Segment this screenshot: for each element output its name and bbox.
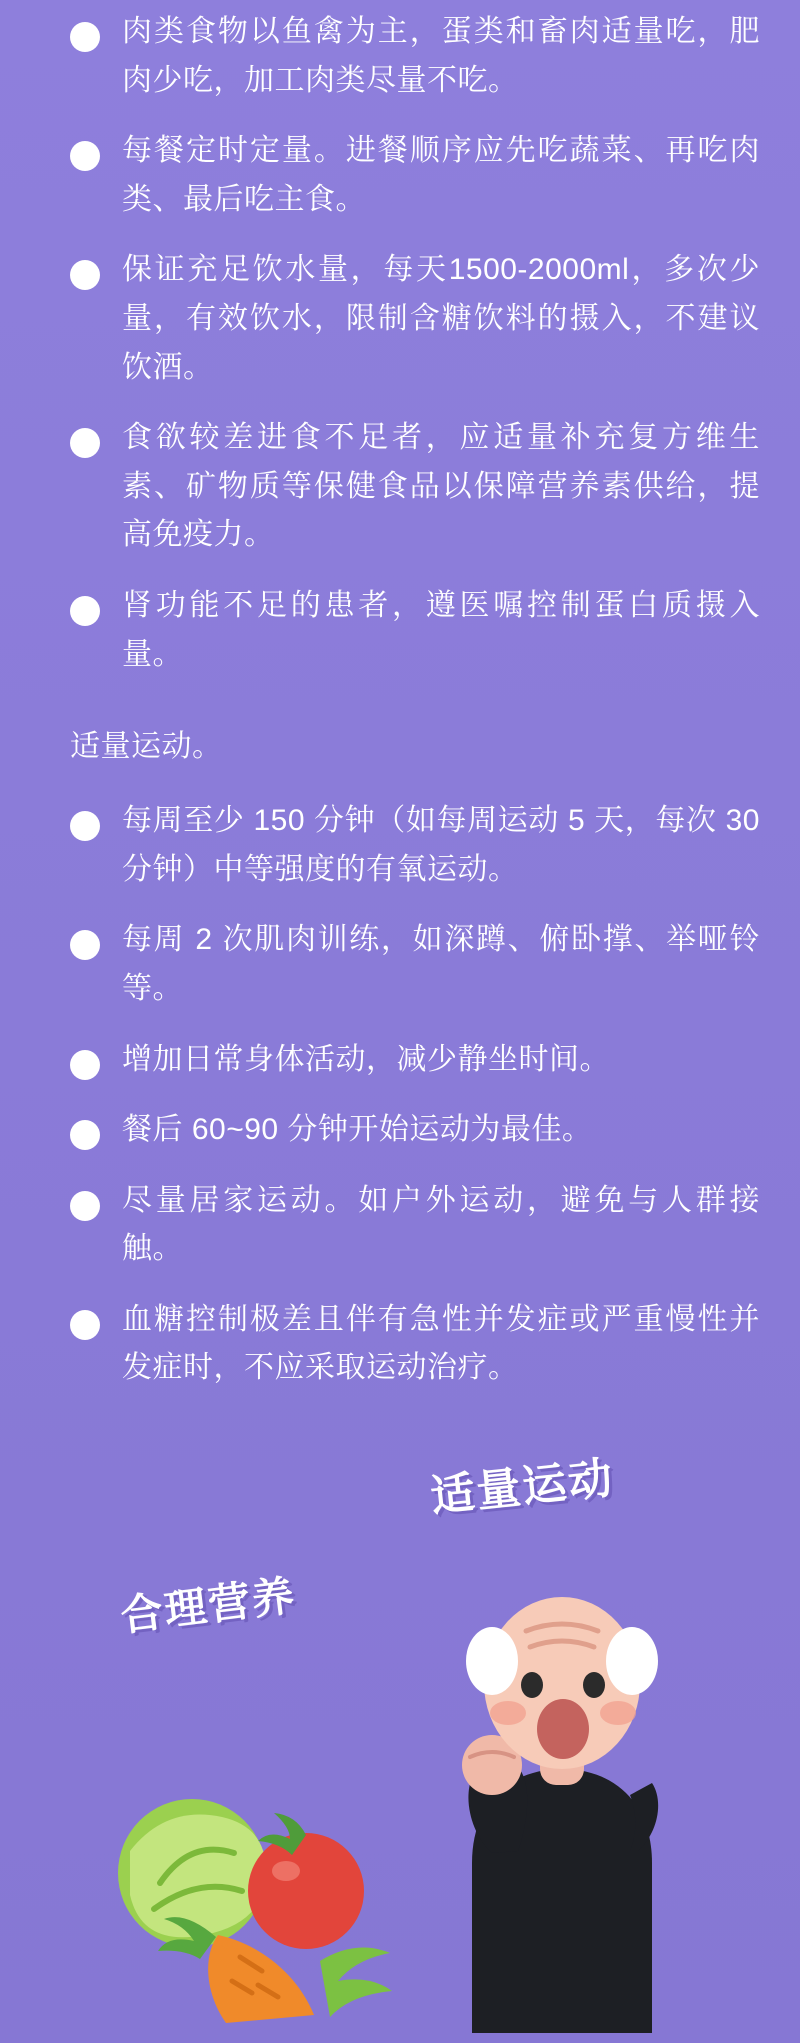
bullet-dot-icon (70, 1191, 100, 1221)
list-item (60, 1296, 760, 1393)
list-item (60, 1106, 760, 1155)
bullet-text: 每周至少 150 分钟（如每周运动 5 天，每次 30 分钟）中等强度的有氧运动。 (122, 804, 760, 886)
section-heading-exercise: 适量运动。 (70, 730, 223, 764)
vegetables-icon (100, 1723, 400, 2023)
list-item (60, 8, 760, 105)
bullet-dot-icon (70, 260, 100, 290)
bullet-text: 食欲较差进食不足者，应适量补充复方维生素、矿物质等保健食品以保障营养素供给，提高免疫力。 (122, 421, 760, 552)
list-item (60, 1036, 760, 1085)
label-exercise-badge: 适量运动 (428, 1453, 617, 1522)
bullet-dot-icon (70, 596, 100, 626)
bullet-text: 肉类食物以鱼禽为主，蛋类和畜肉适量吃，肥肉少吃，加工肉类尽量不吃。 (122, 15, 760, 97)
list-item (60, 414, 760, 560)
bullet-dot-icon (70, 1120, 100, 1150)
list-item (60, 127, 760, 224)
bottom-illustration (0, 1423, 800, 2043)
bullet-dot-icon (70, 930, 100, 960)
bullet-dot-icon (70, 141, 100, 171)
bullet-dot-icon (70, 22, 100, 52)
bullet-dot-icon (70, 1310, 100, 1340)
exercise-bullet-list (60, 797, 760, 1393)
bullet-text: 每周 2 次肌肉训练，如深蹲、俯卧撑、举哑铃等。 (122, 923, 760, 1005)
top-spacer (60, 0, 760, 8)
bullet-text: 每餐定时定量。进餐顺序应先吃蔬菜、再吃肉类、最后吃主食。 (122, 134, 760, 216)
bullet-dot-icon (70, 811, 100, 841)
list-item (60, 797, 760, 894)
bullet-text: 肾功能不足的患者，遵医嘱控制蛋白质摄入量。 (122, 588, 760, 671)
nutrition-bullet-list (60, 8, 760, 679)
bullet-text: 血糖控制极差且伴有急性并发症或严重慢性并发症时，不应采取运动治疗。 (122, 1302, 760, 1385)
list-item (60, 1177, 760, 1274)
bullet-text: 尽量居家运动。如户外运动，避免与人群接触。 (122, 1183, 760, 1266)
list-item (60, 916, 760, 1013)
bullet-text: 餐后 60~90 分钟开始运动为最佳。 (122, 1113, 593, 1147)
bullet-dot-icon (70, 1050, 100, 1080)
label-nutrition-badge: 合理营养 (118, 1571, 299, 1640)
list-item (60, 582, 760, 679)
bullet-text: 增加日常身体活动，减少静坐时间。 (122, 1042, 610, 1076)
elderly-man-icon (400, 1533, 720, 2033)
bullet-dot-icon (70, 428, 100, 458)
bullet-text: 保证充足饮水量，每天1500-2000ml，多次少量，有效饮水，限制含糖饮料的摄入，不建议饮酒。 (122, 253, 760, 384)
list-item (60, 246, 760, 392)
